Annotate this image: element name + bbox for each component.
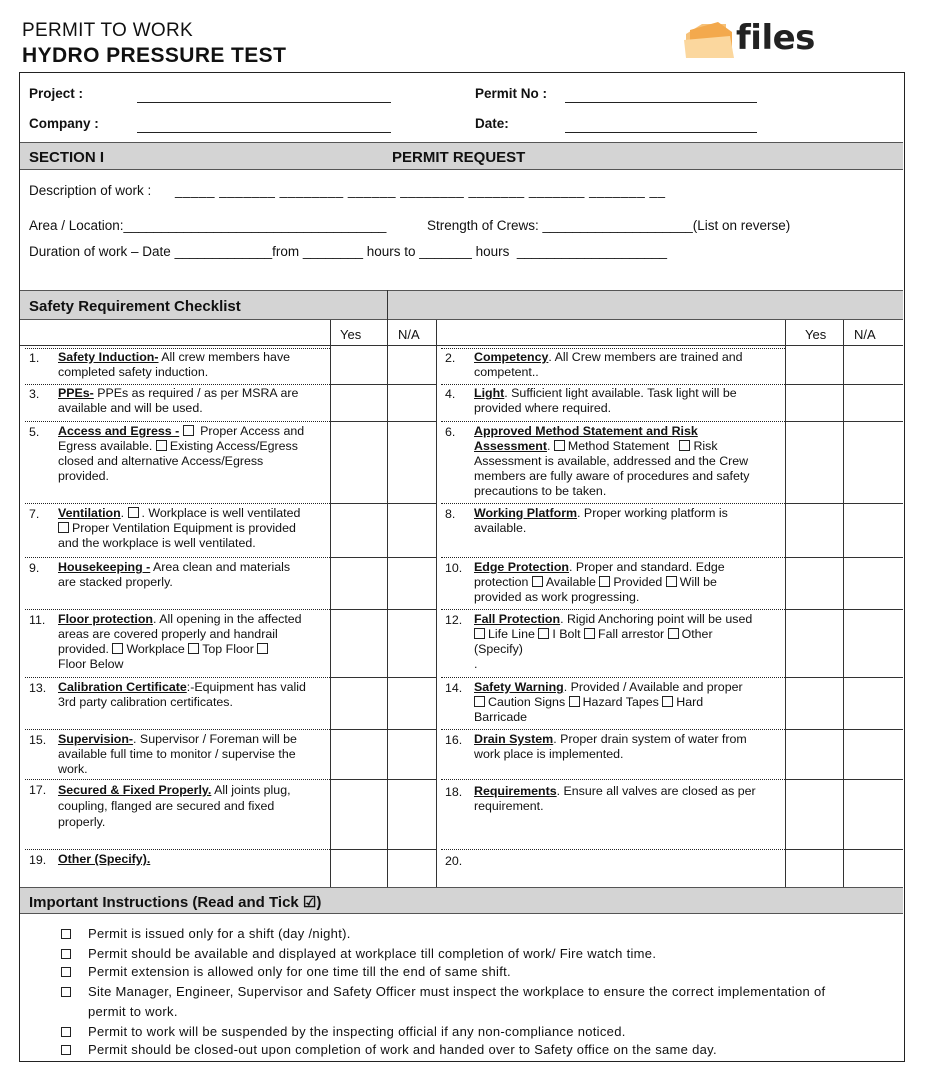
instruction-item: Permit is issued only for a shift (day /night).	[88, 926, 351, 941]
item-number: 6.	[445, 425, 456, 439]
checkbox[interactable]	[112, 643, 123, 654]
checkbox[interactable]	[532, 576, 543, 587]
item-number: 11.	[29, 613, 46, 627]
item-number: 1.	[29, 351, 40, 365]
area-location-field[interactable]: Area / Location:___________________________________	[29, 218, 387, 233]
date-field[interactable]	[565, 132, 757, 133]
form-title: HYDRO PRESSURE TEST	[22, 44, 287, 67]
checklist-item-fall-protection: Fall Protection. Rigid Anchoring point will be used Life Line I Bolt Fall arrestor Other (Specify) .	[474, 612, 753, 671]
checkbox[interactable]	[599, 576, 610, 587]
instruction-checkbox[interactable]	[61, 967, 71, 977]
item-number: 2.	[445, 351, 456, 365]
item-number: 4.	[445, 387, 456, 401]
description-field[interactable]: _____ _______ ________ ______ ________ _______ _______ _______ __	[175, 183, 666, 198]
checklist-item-drain-system: Drain System. Proper drain system of water from work place is implemented.	[474, 732, 747, 761]
checklist-item-safety-induction: Safety Induction- All crew members have completed safety induction.	[58, 350, 291, 379]
yes-header-right: Yes	[805, 327, 827, 342]
checklist-item-ventilation: Ventilation. . Workplace is well ventilated Proper Ventilation Equipment is provided and the workplace is well ventilated.	[58, 506, 301, 550]
checkbox[interactable]	[569, 696, 580, 707]
col-line-2	[387, 320, 388, 887]
checklist-title: Safety Requirement Checklist	[29, 298, 241, 315]
checkbox[interactable]	[58, 522, 69, 533]
item-number: 10.	[445, 561, 463, 575]
folder-logo-icon	[682, 18, 742, 62]
instruction-item-continued: permit to work.	[88, 1004, 178, 1019]
checkbox[interactable]	[584, 628, 595, 639]
checklist-item-access-egress: Access and Egress - Proper Access and Egress available. Existing Access/Egress closed and alternative Access/Egress provided.	[58, 424, 305, 483]
item-number: 20.	[445, 854, 463, 868]
checklist-item-working-platform: Working Platform. Proper working platform is available.	[474, 506, 728, 535]
instruction-item: Permit extension is allowed only for one time till the end of same shift.	[88, 964, 511, 979]
item-number: 18.	[445, 785, 463, 799]
description-label: Description of work :	[29, 183, 152, 198]
col-line-5	[843, 320, 844, 887]
na-header-right: N/A	[854, 327, 876, 342]
checklist-item-ppes: PPEs- PPEs as required / as per MSRA are available and will be used.	[58, 386, 299, 415]
crew-strength-field[interactable]: Strength of Crews: ____________________(List on reverse)	[427, 218, 791, 233]
item-number: 3.	[29, 387, 40, 401]
checklist-item-secured-fixed: Secured & Fixed Properly. All joints plug, coupling, flanged are secured and fixed properly.	[58, 783, 291, 829]
company-label: Company :	[29, 116, 99, 131]
yes-header-left: Yes	[340, 327, 362, 342]
project-field[interactable]	[137, 102, 391, 103]
permit-no-field[interactable]	[565, 102, 757, 103]
band-divider	[387, 290, 388, 320]
checklist-item-other: Other (Specify).	[58, 852, 151, 866]
checklist-item-edge-protection: Edge Protection. Proper and standard. Edge protection Available Provided Will be provided as work progressing.	[474, 560, 725, 604]
item-number: 7.	[29, 507, 40, 521]
item-number: 8.	[445, 507, 456, 521]
instruction-item: Permit should be available and displayed at workplace till completion of work/ Fire watch time.	[88, 946, 657, 961]
instruction-checkbox[interactable]	[61, 1045, 71, 1055]
col-line-1	[330, 320, 331, 887]
checkbox[interactable]	[668, 628, 679, 639]
checklist-item-floor-protection: Floor protection. All opening in the affected areas are covered properly and handrail provided. Workplace Top Floor Floor Below	[58, 612, 302, 671]
item-number: 13.	[29, 681, 47, 695]
col-line-3	[436, 320, 437, 887]
instruction-checkbox[interactable]	[61, 987, 71, 997]
item-number: 19.	[29, 853, 47, 867]
instruction-item: Permit to work will be suspended by the inspecting official if any non-compliance noticed.	[88, 1024, 626, 1039]
item-number: 9.	[29, 561, 40, 575]
checkbox[interactable]	[257, 643, 268, 654]
item-number: 14.	[445, 681, 463, 695]
checklist-item-calibration: Calibration Certificate:-Equipment has valid 3rd party calibration certificates.	[58, 680, 306, 709]
checkbox[interactable]	[474, 696, 485, 707]
checkbox[interactable]	[666, 576, 677, 587]
instruction-checkbox[interactable]	[61, 929, 71, 939]
files-logo	[682, 18, 832, 62]
checklist-item-housekeeping: Housekeeping - Area clean and materials are stacked properly.	[58, 560, 291, 589]
instruction-item: Permit should be closed-out upon completion of work and handed over to Safety office on the same day.	[88, 1042, 717, 1057]
instructions-title: Important Instructions (Read and Tick ☑)	[29, 894, 322, 911]
item-number: 5.	[29, 425, 40, 439]
permit-no-label: Permit No :	[475, 86, 548, 101]
instruction-checkbox[interactable]	[61, 949, 71, 959]
header-row-line	[20, 345, 903, 346]
checklist-item-safety-warning: Safety Warning. Provided / Available and proper Caution Signs Hazard Tapes Hard Barricade	[474, 680, 743, 724]
section-band	[20, 142, 903, 170]
item-number: 16.	[445, 733, 463, 747]
instruction-checkbox[interactable]	[61, 1027, 71, 1037]
date-label: Date:	[475, 116, 509, 131]
col-line-4	[785, 320, 786, 887]
company-field[interactable]	[137, 132, 391, 133]
instructions-band	[20, 887, 903, 914]
checkbox[interactable]	[662, 696, 673, 707]
checklist-item-method-statement: Approved Method Statement and Risk Assessment. Method Statement Risk Assessment is available, addressed and the Crew members are fully aware of procedures and safety precautions to be taken.	[474, 424, 750, 498]
section-label: SECTION I	[29, 149, 105, 166]
checkbox[interactable]	[188, 643, 199, 654]
checkbox[interactable]	[679, 440, 690, 451]
item-number: 12.	[445, 613, 463, 627]
duration-field[interactable]: Duration of work – Date _____________from ________ hours to _______ hours ____________________	[29, 244, 668, 259]
checklist-band	[20, 290, 903, 320]
na-header-left: N/A	[398, 327, 420, 342]
checkbox[interactable]	[554, 440, 565, 451]
section-title: PERMIT REQUEST	[392, 149, 526, 166]
checkbox[interactable]	[156, 440, 167, 451]
instruction-item: Site Manager, Engineer, Supervisor and Safety Officer must inspect the workplace to ensure the correct implementation of	[88, 984, 826, 999]
form-type: PERMIT TO WORK	[22, 20, 193, 41]
item-number: 15.	[29, 733, 47, 747]
checkbox[interactable]	[474, 628, 485, 639]
checkbox[interactable]	[183, 425, 194, 436]
checklist-item-supervision: Supervision-. Supervisor / Foreman will be available full time to monitor / supervise the work.	[58, 732, 297, 776]
checklist-item-light: Light. Sufficient light available. Task light will be provided where required.	[474, 386, 737, 415]
checkbox[interactable]	[128, 507, 139, 518]
checklist-item-requirements: Requirements. Ensure all valves are closed as per requirement.	[474, 784, 756, 813]
permit-form	[19, 72, 905, 1062]
project-label: Project :	[29, 86, 84, 101]
logo-text: files	[736, 18, 815, 58]
checkbox[interactable]	[538, 628, 549, 639]
checklist-item-competency: Competency. All Crew members are trained and competent..	[474, 350, 743, 379]
item-number: 17.	[29, 783, 47, 797]
